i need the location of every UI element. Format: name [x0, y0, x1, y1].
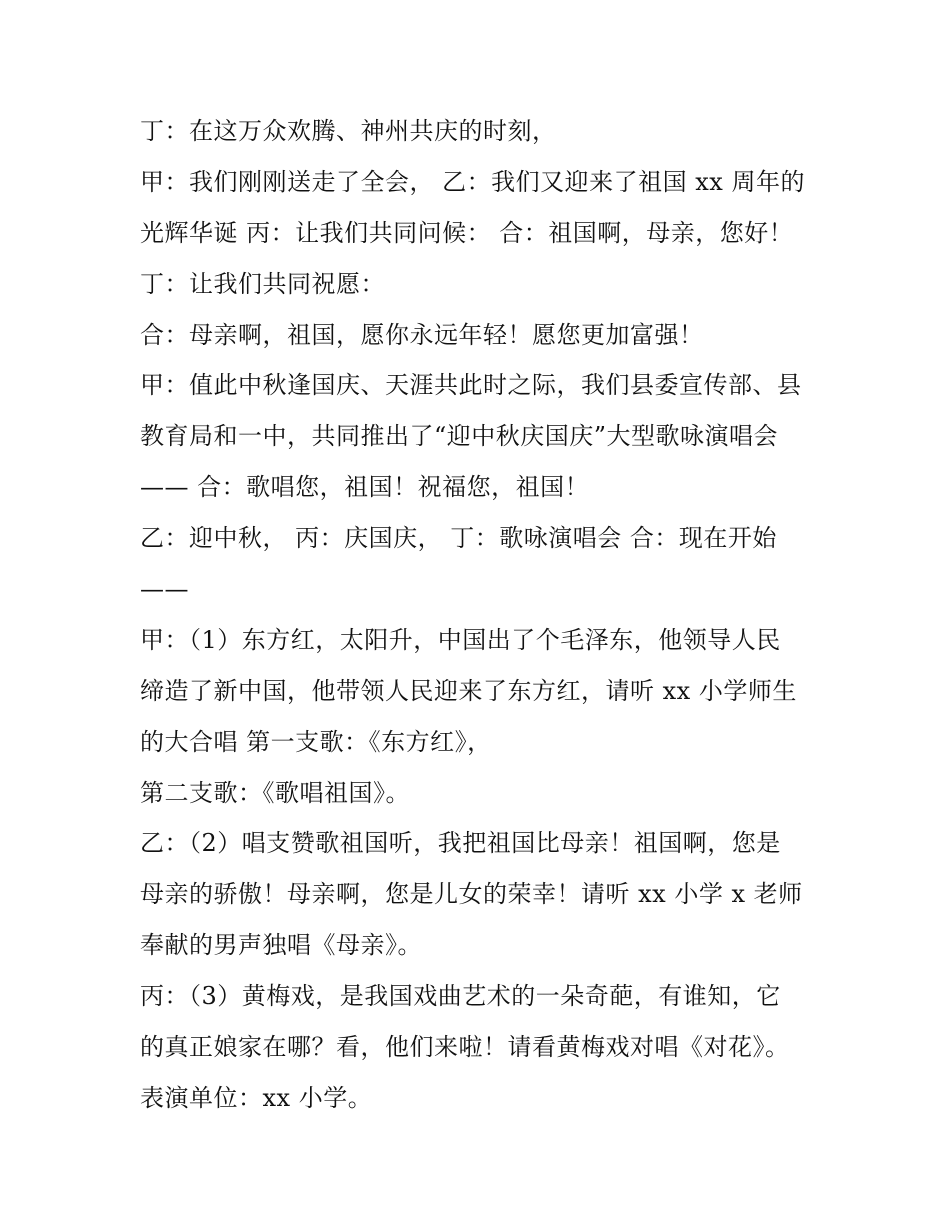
text-line: —— 合：歌唱您，祖国！祝福您，祖国！	[140, 473, 590, 502]
text-line: 奉献的男声独唱《母亲》。	[140, 931, 422, 960]
text-line: 丁：让我们共同祝愿：	[140, 269, 385, 298]
text-line: 乙：（2）唱支赞歌祖国听，我把祖国比母亲！祖国啊，您是	[140, 829, 781, 858]
text-line: ——	[140, 575, 189, 604]
text-line: 甲：值此中秋逢国庆、天涯共此时之际，我们县委宣传部、县	[140, 371, 802, 400]
text-line: 第二支歌：《歌唱祖国》。	[140, 778, 410, 807]
text-line: 表演单位：xx 小学。	[140, 1083, 373, 1112]
text-line: 的大合唱 第一支歌：《东方红》，	[140, 727, 492, 756]
text-line: 丁：在这万众欢腾、神州共庆的时刻，	[140, 117, 557, 145]
text-line: 甲：（1）东方红，太阳升，中国出了个毛泽东，他领导人民	[140, 625, 781, 654]
text-line: 乙：迎中秋， 丙：庆国庆， 丁：歌咏演唱会 合：现在开始	[140, 524, 777, 553]
text-line: 的真正娘家在哪？看，他们来啦！请看黄梅戏对唱《对花》。	[140, 1033, 790, 1062]
text-line: 丙：（3）黄梅戏，是我国戏曲艺术的一朵奇葩，有谁知，它	[140, 982, 781, 1011]
text-line: 合：母亲啊，祖国，愿你永远年轻！愿您更加富强！	[140, 320, 704, 349]
text-line: 母亲的骄傲！母亲啊，您是儿女的荣幸！请听 xx 小学 x 老师	[140, 880, 803, 909]
text-line: 甲：我们刚刚送走了全会， 乙：我们又迎来了祖国 xx 周年的	[140, 167, 805, 196]
text-line: 缔造了新中国，他带领人民迎来了东方红，请听 xx 小学师生	[140, 676, 797, 705]
text-line: 光辉华诞 丙：让我们共同问候： 合：祖国啊，母亲，您好！	[140, 218, 794, 247]
document-body	[140, 106, 820, 1124]
text-line: 教育局和一中，共同推出了“迎中秋庆国庆”大型歌咏演唱会	[140, 422, 779, 451]
